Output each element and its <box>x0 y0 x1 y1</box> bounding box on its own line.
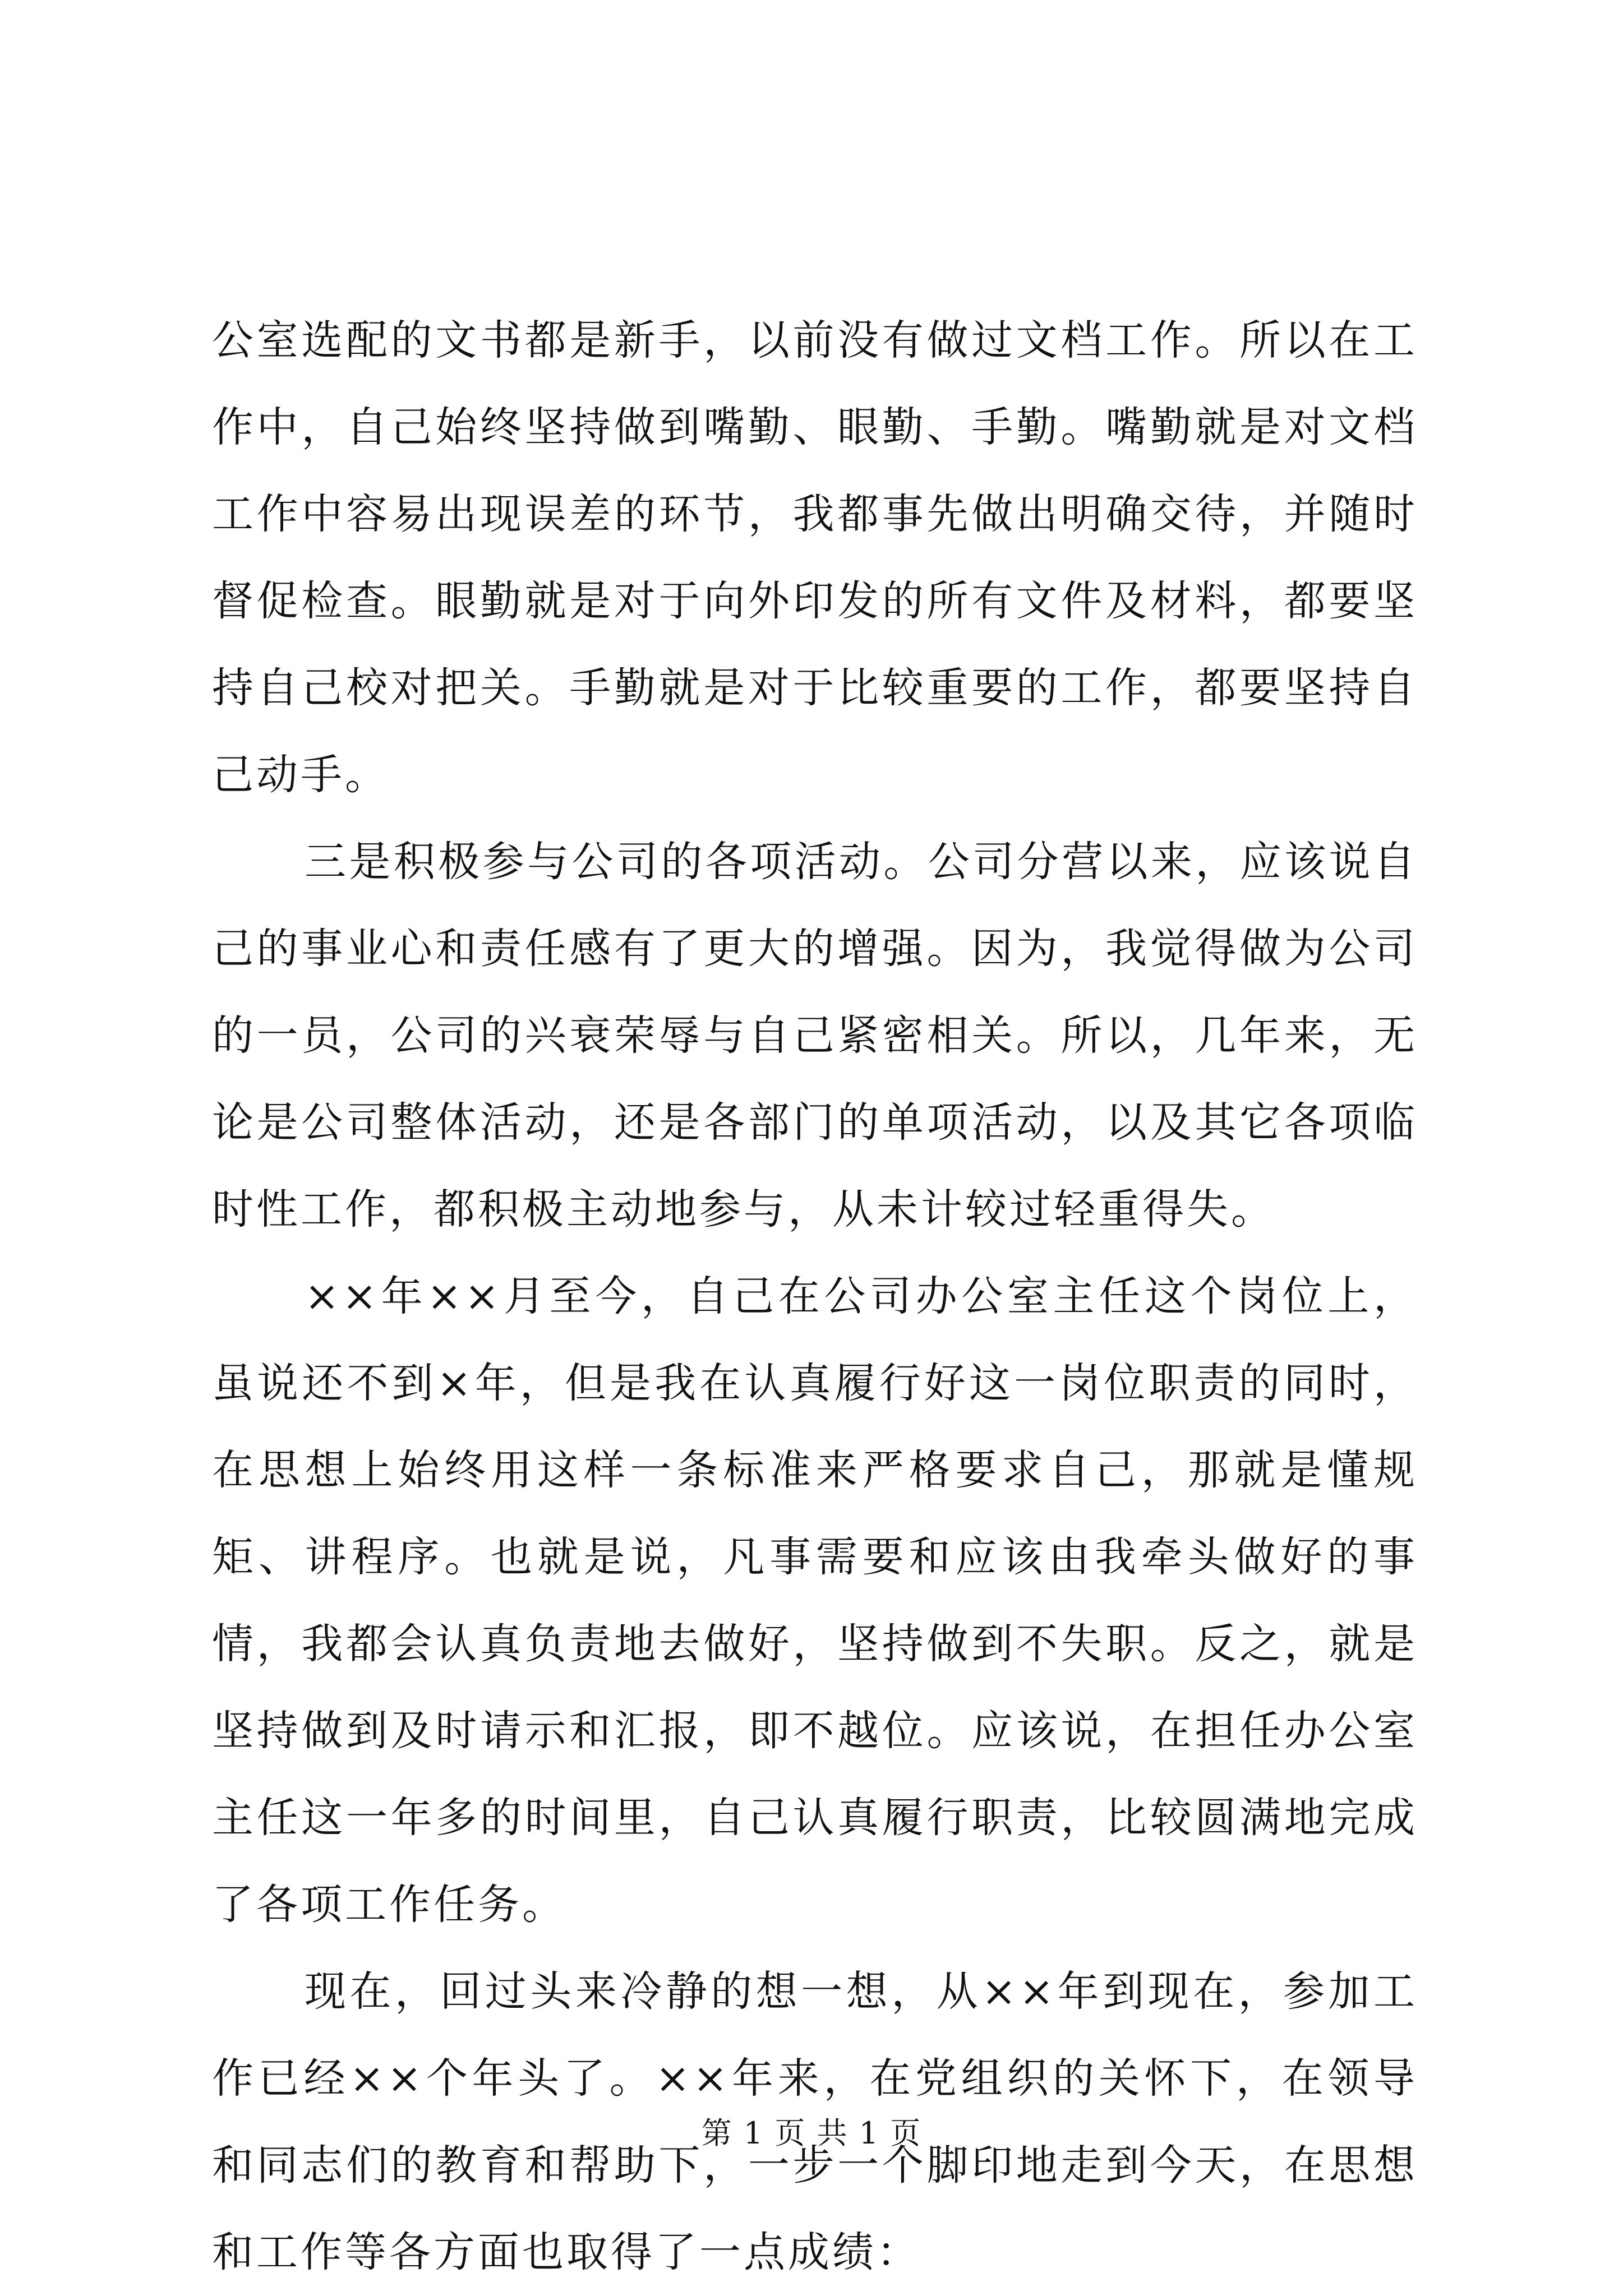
page-number-label: 第 1 页 共 1 页 <box>701 2115 922 2151</box>
paragraph-4: 现在，回过头来冷静的想一想，从××年到现在，参加工作已经××个年头了。××年来，在党组织的关怀下，在领导和同志们的教育和帮助下，一步一个脚印地走到今天，在思想和工作等各方面也取得了一点成绩： <box>212 1967 1418 2276</box>
paragraph-2: 三是积极参与公司的各项活动。公司分营以来，应该说自己的事业心和责任感有了更大的增强。因为，我觉得做为公司的一员，公司的兴衰荣辱与自己紧密相关。所以，几年来，无论是公司整体活动，还是各部门的单项活动，以及其它各项临时性工作，都积极主动地参与，从未计较过轻重得失。 <box>212 838 1418 1234</box>
page-footer <box>0 2114 1623 2153</box>
paragraph-3: ××年××月至今，自己在公司办公室主任这个岗位上，虽说还不到×年，但是我在认真履行好这一岗位职责的同时，在思想上始终用这样一条标准来严格要求自己，那就是懂规矩、讲程序。也就是说，凡事需要和应该由我牵头做好的事情，我都会认真负责地去做好，坚持做到不失职。反之，就是坚持做到及时请示和汇报，即不越位。应该说，在担任办公室主任这一年多的时间里，自己认真履行职责，比较圆满地完成了各项工作任务。 <box>212 1272 1418 1929</box>
document-body <box>212 297 1418 2296</box>
paragraph-1: 公室选配的文书都是新手，以前没有做过文档工作。所以在工作中，自己始终坚持做到嘴勤、眼勤、手勤。嘴勤就是对文档工作中容易出现误差的环节，我都事先做出明确交待，并随时督促检查。眼勤就是对于向外印发的所有文件及材料，都要坚持自己校对把关。手勤就是对于比较重要的工作，都要坚持自己动手。 <box>212 316 1418 799</box>
